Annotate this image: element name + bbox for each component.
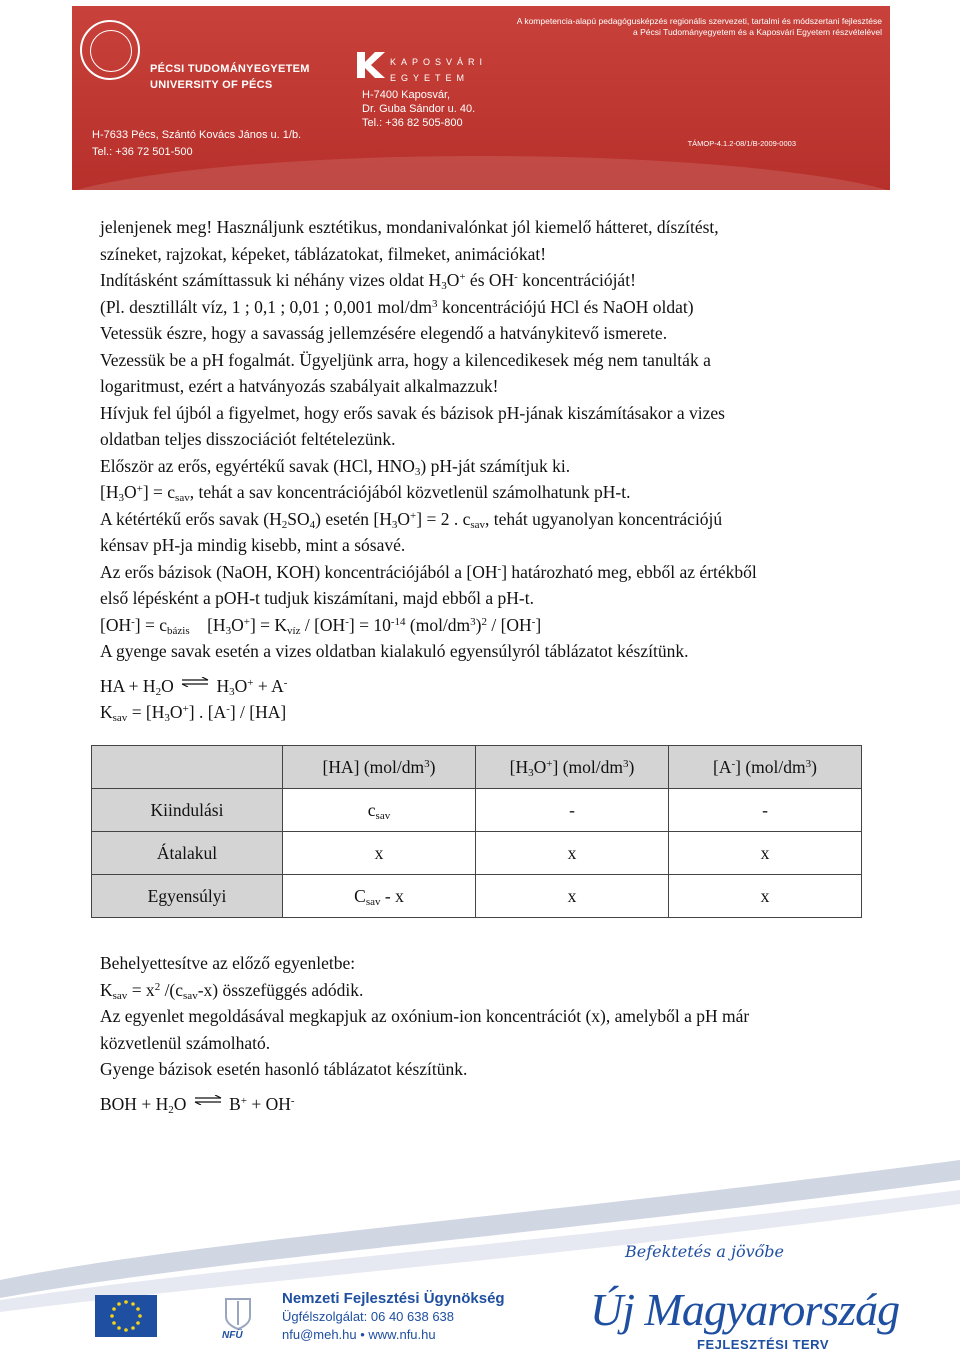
table-header-cell: $[H_3O^+]$ $(mol/dm^3)$ <box>476 746 669 789</box>
table-row-label: Átalakul <box>92 832 283 875</box>
formula-line: $[OH^-] = c_{bázis}$ $[H_3O^+] = K_{víz} / [OH^-] = 10^{-14}$ $(mol/dm^3)^2 / [OH^-]$ <box>100 614 542 637</box>
paragraph-line: Indításként számíttassuk ki néhány vizes oldat $H_3O^+$ és OH- koncentrációját! <box>100 270 636 292</box>
paragraph-line: $[H_3O^+] = c_{sav}$, tehát a sav koncentrációjából közvetlenül számolhatunk pH-t. <box>100 482 631 504</box>
base-equilibrium-equation: BOH + $H_2O$ B+ + OH- <box>100 1093 295 1116</box>
table-row <box>92 875 862 918</box>
table-cell: x <box>669 832 862 875</box>
table-row-label: Egyensúlyi <box>92 875 283 918</box>
nfu-logo-text: NFÜ <box>222 1330 243 1341</box>
ke-address <box>362 88 475 130</box>
table-cell: $C_{sav}$ - x <box>283 875 476 918</box>
nfu-web: nfu@meh.hu • www.nfu.hu <box>282 1327 436 1342</box>
table-header-cell: [HA] $(mol/dm^3)$ <box>283 746 476 789</box>
ke-address-2: Dr. Guba Sándor u. 40. <box>362 103 476 115</box>
table-cell: x <box>476 832 669 875</box>
ka-expression: $K_{sav} = [H_3O^+]$ . [A-] / [HA] <box>100 702 287 724</box>
ke-name-2: EGYETEM <box>390 73 470 83</box>
table-cell: $c_{sav}$ <box>283 789 476 832</box>
paragraph-line: jelenjenek meg! Használjunk esztétikus, mondanivalónkat jól kiemelő hátteret, díszítést, <box>100 217 719 237</box>
paragraph-line: Vezessük be a pH fogalmát. Ügyeljünk arra, hogy a kilencedikesek még nem tanulták a <box>100 349 711 370</box>
paragraph-line: A kétértékű erős savak $(H_2SO_4)$ esetén $[H_3O^+] = 2$ . $c_{sav}$, tehát ugyanolyan koncentrációjú <box>100 508 723 531</box>
paragraph-line: Az egyenlet megoldásával megkapjuk az oxónium-ion koncentrációt (x), amelyből a pH már <box>100 1006 750 1026</box>
project-line-2: a Pécsi Tudományegyetem és a Kaposvári Egyetem részvételével <box>633 27 882 37</box>
table-cell: x <box>476 875 669 918</box>
equilibrium-equation: HA + $H_2O$ $H_3O^+ + A^-$ <box>100 675 288 698</box>
pte-phone: Tel.: +36 72 501-500 <box>92 146 193 158</box>
equilibrium-arrow-icon <box>178 677 212 687</box>
body-text <box>100 214 870 726</box>
paragraph-line: Az erős bázisok (NaOH, KOH) koncentrációjából a [OH-] határozható meg, ebből az értékből <box>100 561 757 582</box>
ke-name <box>390 54 487 86</box>
pte-name-en: UNIVERSITY OF PÉCS <box>150 79 273 91</box>
pte-seal-icon <box>80 20 140 80</box>
paragraph-line: Gyenge bázisok esetén hasonló táblázatot készítünk. <box>100 1059 468 1079</box>
paragraph-line: logaritmust, ezért a hatványozás szabályait alkalmazzuk! <box>100 376 499 396</box>
paragraph-line: kénsav pH-ja mindig kisebb, mint a sósavé. <box>100 535 406 555</box>
equilibrium-table <box>91 745 862 918</box>
ke-phone: Tel.: +36 82 505-800 <box>362 117 463 129</box>
nfu-contact <box>282 1290 505 1344</box>
table-row <box>92 789 862 832</box>
paragraph-line: (Pl. desztillált víz, 1 ; 0,1 ; 0,01 ; 0,001 mol/$dm^3$ koncentrációjú HCl és NaOH oldat) <box>100 296 694 317</box>
paragraph-line: első lépésként a pOH-t tudjuk kiszámítani, majd ebből a pH-t. <box>100 588 534 608</box>
equilibrium-arrow-icon <box>191 1095 225 1105</box>
paragraph-line: Először az erős, egyértékű savak (HCl, $HNO_3$) pH-ját számítjuk ki. <box>100 455 571 478</box>
table-header-cell: [A-] $(mol/dm^3)$ <box>669 746 862 789</box>
paragraph-line: színeket, rajzokat, képeket, táblázatokat, filmeket, animációkat! <box>100 243 547 264</box>
ke-name-1: KAPOSVÁRI <box>390 57 488 67</box>
formula-line: $K_{sav} = x^2$ $/(c_{sav}-x)$ összefüggés adódik. <box>100 979 364 1002</box>
pte-address-line: H-7633 Pécs, Szántó Kovács János u. 1/b. <box>92 129 302 141</box>
paragraph-line: Hívjuk fel újból a figyelmet, hogy erős savak és bázisok pH-jának kiszámításakor a vizes <box>100 402 725 423</box>
pte-name-hu: PÉCSI TUDOMÁNYEGYETEM <box>150 63 310 75</box>
nfu-name: Nemzeti Fejlesztési Ügynökség <box>282 1290 505 1307</box>
paragraph-line: Vetessük észre, hogy a savasság jellemzésére elegendő a hatványkitevő ismerete. <box>100 323 668 343</box>
pte-name <box>150 61 310 93</box>
letterhead-banner <box>72 6 890 190</box>
eu-flag-icon <box>95 1295 157 1337</box>
slogan: Befektetés a jövőbe <box>625 1242 785 1261</box>
paragraph-line: közvetlenül számolható. <box>100 1032 271 1053</box>
paragraph-line: oldatban teljes disszociációt feltételezünk. <box>100 429 396 449</box>
table-cell: - <box>669 789 862 832</box>
project-line-1: A kompetencia-alapú pedagógusképzés regionális szervezeti, tartalmi és módszertani fejlesztése <box>516 16 882 26</box>
nfu-phone: Ügfélszolgálat: 06 40 638 638 <box>282 1309 455 1324</box>
paragraph-line: Behelyettesítve az előző egyenletbe: <box>100 953 356 973</box>
pte-address <box>92 127 301 161</box>
table-cell: - <box>476 789 669 832</box>
ke-address-1: H-7400 Kaposvár, <box>362 89 451 101</box>
table-cell: x <box>669 875 862 918</box>
body-text-continued <box>100 950 870 1117</box>
table-cell: x <box>283 832 476 875</box>
paragraph-line: A gyenge savak esetén a vizes oldatban kialakuló egyensúlyról táblázatot készítünk. <box>100 641 689 661</box>
table-header-row <box>92 746 862 789</box>
project-title <box>517 16 882 38</box>
fejlesztesi-terv: FEJLESZTÉSI TERV <box>697 1337 830 1352</box>
kaposvar-logo-icon <box>357 52 385 78</box>
table-corner-cell <box>92 746 283 789</box>
tamop-code: TÁMOP-4.1.2-08/1/B-2009-0003 <box>687 139 796 148</box>
table-row <box>92 832 862 875</box>
uj-magyarorszag-logo: Új Magyarország <box>590 1284 900 1335</box>
banner-swoosh <box>72 156 890 190</box>
table-row-label: Kiindulási <box>92 789 283 832</box>
